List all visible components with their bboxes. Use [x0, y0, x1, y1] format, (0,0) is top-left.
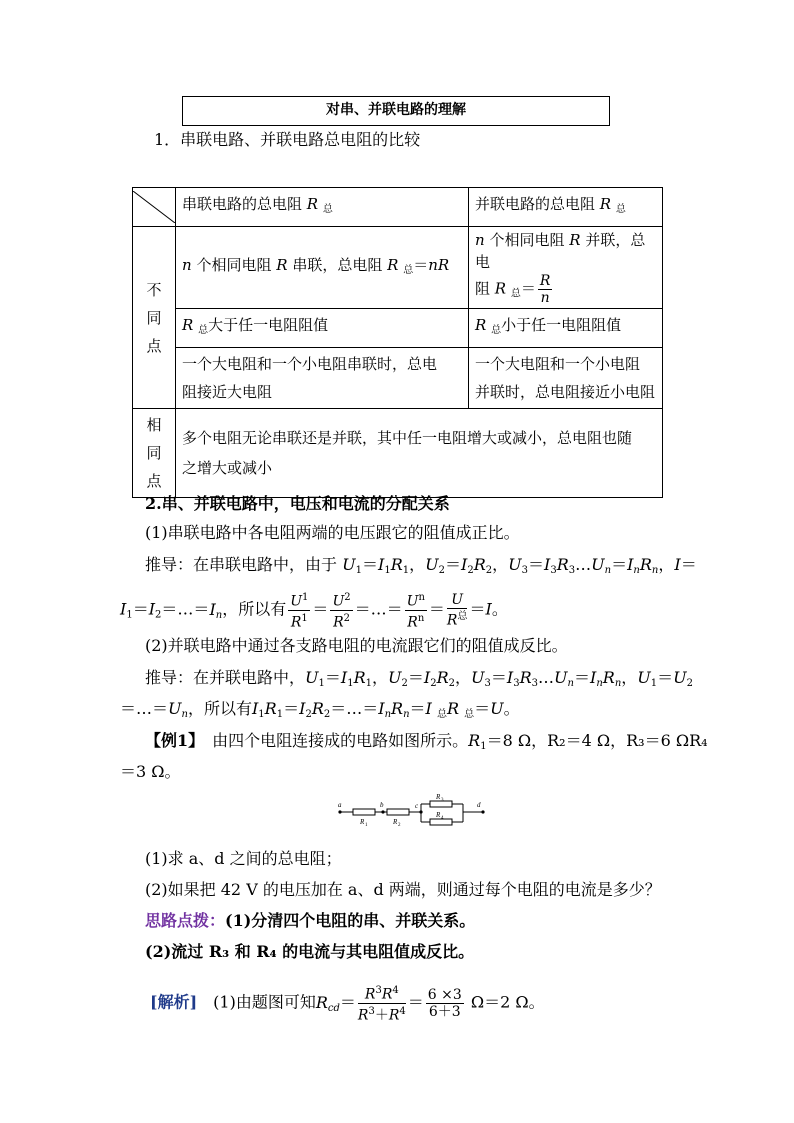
- series-statement: (1)串联电路中各电阻两端的电压跟它的阻值成正比。: [145, 523, 520, 542]
- node-a-label: a: [338, 801, 342, 809]
- series-derivation-1: 推导：在串联电路中，由于 $U_1=I_1R_1$，$U_2=I_2R_2$，$U_3=I_3R_3\dots U_n=I_nR_n$，I＝: [145, 555, 697, 576]
- r1-label: R: [360, 818, 365, 826]
- svg-text:1: 1: [365, 823, 368, 828]
- comparison-table: [132, 187, 663, 498]
- parallel-rule-3: 一个大电阻和一个小电阻 并联时，总电阻接近小电阻: [469, 348, 663, 409]
- example-1-cont: ＝3 Ω。: [120, 762, 181, 781]
- parallel-statement: (2)并联电路中通过各支路电阻的电流跟它们的阻值成反比。: [145, 636, 568, 655]
- node-c-label: c: [415, 802, 419, 810]
- node-b-label: b: [380, 801, 384, 809]
- example-1: 【例1】 由四个电阻连接成的电路如图所示。$R_1=8$ Ω，R₂＝4 Ω，R₃＝6 ΩR₄: [145, 731, 708, 752]
- series-rule-2: R $_总$大于任一电阻阻值: [176, 309, 469, 348]
- series-derivation-2: $I_1=I_2=\dots=I_n$，所以有 $\frac{U^1}{R^1}$ ＝ $\frac{U^2}{R^2}$ ＝…＝ $\frac{U^n}{R^n}$ ＝ $\frac{U}{R^总}$ ＝I。: [120, 591, 508, 631]
- series-rule-1: n 个相同电阻 R 串联，总电阻 R $_总$＝nR: [176, 227, 469, 309]
- node-d-label: d: [477, 801, 481, 809]
- parallel-rule-1: n 个相同电阻 R 并联，总电 阻 R $_总$＝ $\frac{R}{n}$: [469, 227, 663, 309]
- hint-1: 思路点拨：(1)分清四个电阻的串、并联关系。: [145, 911, 476, 930]
- svg-text:2: 2: [398, 823, 401, 828]
- question-1: (1)求 a、d 之间的总电阻；: [145, 849, 342, 868]
- diff-label: 不 同 点: [133, 227, 176, 409]
- analysis: [解析] (1)由题图可知$R_{cd}=$ $\frac{R^3R^4}{R^3+R^4}$ ＝ $\frac{6 \times 3}{6+3}$ Ω＝2 Ω。: [150, 985, 545, 1024]
- parallel-derivation-2: $=\dots=U_n$，所以有$I_1R_1=I_2R_2=\dots=I_nR_n=I$ $_总$R $_总$＝U。: [120, 699, 520, 720]
- svg-text:4: 4: [441, 816, 444, 821]
- hint-2: (2)流过 R₃ 和 R₄ 的电流与其电阻值成反比。: [145, 942, 475, 961]
- parallel-rule-2: R $_总$小于任一电阻阻值: [469, 309, 663, 348]
- question-2: (2)如果把 42 V 的电压加在 a、d 两端，则通过每个电阻的电流是多少？: [145, 880, 661, 899]
- heading-1: 1．串联电路、并联电路总电阻的比较: [154, 130, 421, 149]
- r4-label: R: [436, 811, 441, 819]
- parallel-header: 并联电路的总电阻 R $_总$: [469, 188, 663, 227]
- svg-text:3: 3: [441, 798, 444, 803]
- series-rule-3: 一个大电阻和一个小电阻串联时，总电 阻接近大电阻: [176, 348, 469, 409]
- r2-label: R: [393, 818, 398, 826]
- parallel-derivation-1: 推导：在并联电路中，$U_1=I_1R_1$，$U_2=I_2R_2$，$U_3=I_3R_3\dots U_n=I_nR_n$，$U_1=U_2$: [145, 668, 694, 689]
- heading-2: 2.串、并联电路中，电压和电流的分配关系: [145, 494, 450, 513]
- circuit-diagram: [335, 792, 495, 834]
- r3-label: R: [436, 793, 441, 801]
- section-title: 对串、并联电路的理解: [182, 96, 610, 126]
- diagonal-cell: [133, 188, 176, 227]
- same-label: 相 同 点: [133, 409, 176, 498]
- series-header: 串联电路的总电阻 R $_总$: [176, 188, 469, 227]
- common-rule: 多个电阻无论串联还是并联，其中任一电阻增大或减小，总电阻也随 之增大或减小: [176, 409, 663, 498]
